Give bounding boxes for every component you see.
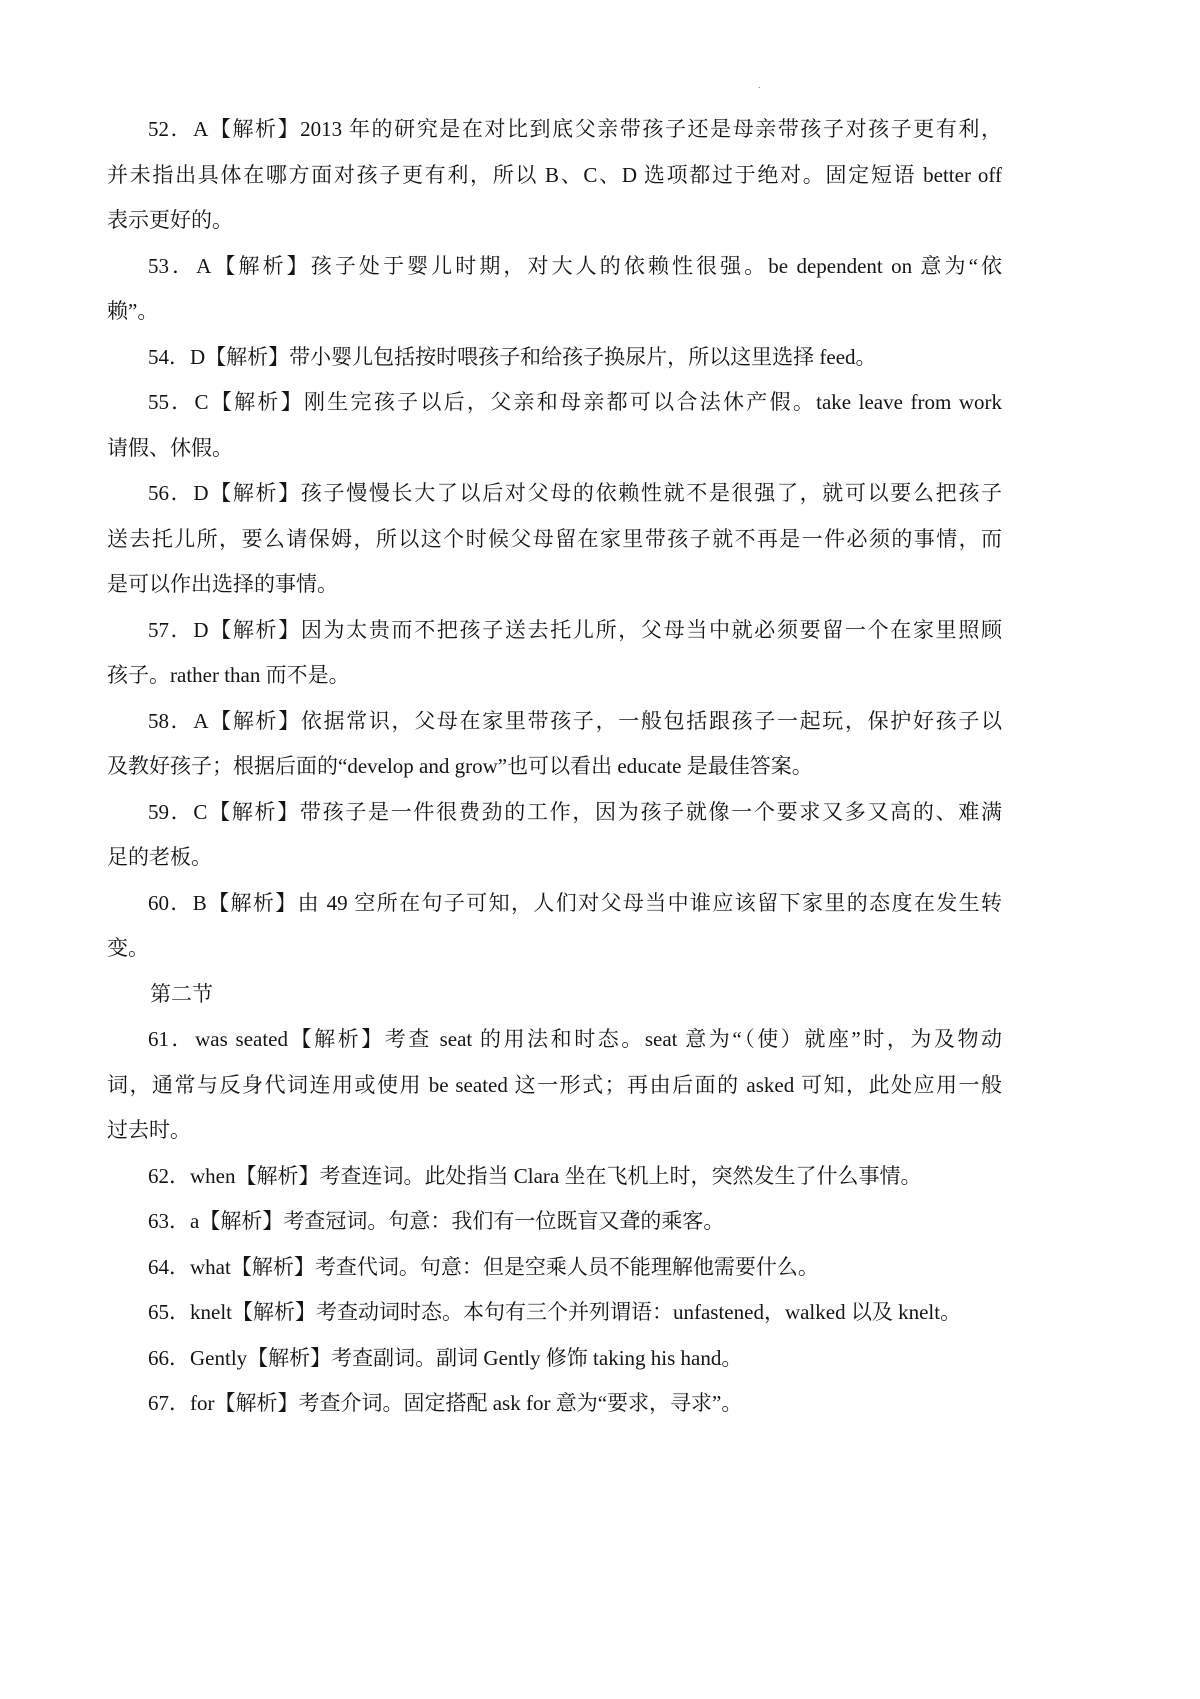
answer-line: 63．a【解析】考查冠词。句意：我们有一位既盲又聋的乘客。 <box>148 1209 725 1233</box>
answer-line: 并未指出具体在哪方面对孩子更有利，所以 B、C、D 选项都过于绝对。固定短语 better off <box>107 162 1002 187</box>
answer-line: 52．A【解析】2013 年的研究是在对比到底父亲带孩子还是母亲带孩子对孩子更有利， <box>148 117 1002 141</box>
answer-line: 表示更好的。 <box>107 208 233 232</box>
answer-item-60 <box>107 881 1002 972</box>
answer-item-59 <box>107 790 1002 881</box>
answer-item-62 <box>107 1154 1002 1200</box>
answer-line: 67．for【解析】考查介词。固定搭配 ask for 意为“要求，寻求”。 <box>148 1391 743 1415</box>
answer-line: 孩子。rather than 而不是。 <box>107 663 350 687</box>
answer-line: 57．D【解析】因为太贵而不把孩子送去托儿所，父母当中就必须要留一个在家里照顾 <box>148 617 1002 642</box>
answer-key-content <box>107 107 1002 1427</box>
section-heading: 第二节 <box>150 981 213 1006</box>
answer-item-58 <box>107 699 1002 790</box>
answer-line: 62．when【解析】考查连词。此处指当 Clara 坐在飞机上时，突然发生了什么事情。 <box>148 1163 922 1188</box>
answer-line: 65．knelt【解析】考查动词时态。本句有三个并列谓语：unfastened，walked 以及 knelt。 <box>148 1300 962 1324</box>
answer-line: 及教好孩子；根据后面的“develop and grow”也可以看出 educate 是最佳答案。 <box>107 754 813 778</box>
answer-item-61 <box>107 1017 1002 1154</box>
answer-item-65 <box>107 1290 1002 1336</box>
answer-line: 足的老板。 <box>107 845 212 869</box>
answer-line: 是可以作出选择的事情。 <box>107 572 338 596</box>
answer-line: 过去时。 <box>107 1118 191 1142</box>
answer-line: 64．what【解析】考查代词。句意：但是空乘人员不能理解他需要什么。 <box>148 1254 819 1279</box>
answer-item-57 <box>107 608 1002 699</box>
answer-line: 58．A【解析】依据常识，父母在家里带孩子，一般包括跟孩子一起玩，保护好孩子以 <box>148 708 1002 733</box>
answer-line: 送去托儿所，要么请保姆，所以这个时候父母留在家里带孩子就不再是一件必须的事情，而 <box>107 526 1002 551</box>
answer-line: 请假、休假。 <box>107 435 233 460</box>
page-mark: . <box>758 80 761 91</box>
answer-line: 53．A【解析】孩子处于婴儿时期，对大人的依赖性很强。be dependent on 意为“依 <box>148 253 1002 278</box>
answer-item-52 <box>107 107 1002 244</box>
answer-line: 词，通常与反身代词连用或使用 be seated 这一形式；再由后面的 asked 可知，此处应用一般 <box>107 1072 1002 1097</box>
answer-item-53 <box>107 244 1002 335</box>
answer-item-67 <box>107 1381 1002 1427</box>
answer-line: 56．D【解析】孩子慢慢长大了以后对父母的依赖性就不是很强了，就可以要么把孩子 <box>148 481 1002 505</box>
answer-line: 66．Gently【解析】考查副词。副词 Gently 修饰 taking his hand。 <box>148 1345 743 1370</box>
answer-item-56 <box>107 471 1002 608</box>
answer-line: 55．C【解析】刚生完孩子以后，父亲和母亲都可以合法休产假。take leave from work <box>148 390 1002 414</box>
answer-line: 变。 <box>107 936 149 960</box>
answer-item-55 <box>107 380 1002 471</box>
answer-item-64 <box>107 1245 1002 1291</box>
answer-line: 61．was seated【解析】考查 seat 的用法和时态。seat 意为“（使）就座”时，为及物动 <box>148 1027 1002 1051</box>
answer-item-63 <box>107 1199 1002 1245</box>
answer-line: 赖”。 <box>107 299 159 323</box>
answer-line: 54．D【解析】带小婴儿包括按时喂孩子和给孩子换尿片，所以这里选择 feed。 <box>148 344 877 369</box>
answer-item-54 <box>107 335 1002 381</box>
answer-line: 60．B【解析】由 49 空所在句子可知，人们对父母当中谁应该留下家里的态度在发生转 <box>148 890 1002 915</box>
answer-item-66 <box>107 1336 1002 1382</box>
answer-line: 59．C【解析】带孩子是一件很费劲的工作，因为孩子就像一个要求又多又高的、难满 <box>148 799 1002 824</box>
